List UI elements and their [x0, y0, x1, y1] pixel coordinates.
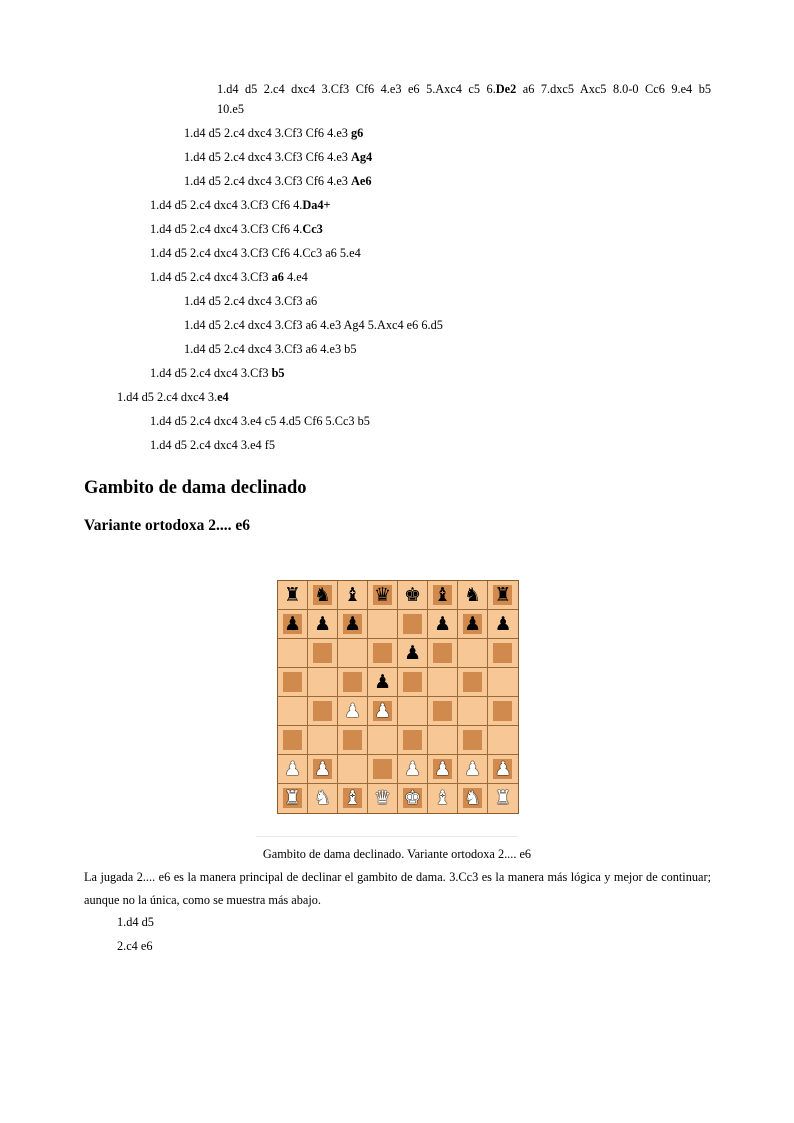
square-h2: [488, 755, 518, 784]
move-text: 2.c4 e6: [117, 939, 153, 953]
variation-line: [150, 434, 275, 458]
dark-square-fill: [463, 730, 482, 750]
square-c6: [338, 639, 368, 668]
square-b6: [308, 639, 338, 668]
square-h8: [488, 581, 518, 610]
variation-line: [184, 338, 356, 362]
variation-line: [150, 362, 285, 386]
square-g1: [458, 784, 488, 813]
variation-line: [117, 386, 229, 410]
square-a4: [278, 697, 308, 726]
subsection-heading: Variante ortodoxa 2.... e6: [84, 517, 251, 534]
variation-line: [184, 290, 317, 314]
white-pawn-icon: ♟: [463, 757, 482, 780]
square-e7: [398, 610, 428, 639]
black-knight-icon: ♞: [463, 583, 482, 606]
variation-text: 1.d4 d5 2.c4 dxc4 3.e4 f5: [150, 438, 275, 452]
dark-square-fill: [433, 643, 452, 663]
variation-line: [150, 194, 331, 218]
square-g8: [458, 581, 488, 610]
dark-square-fill: [283, 730, 302, 750]
black-pawn-icon: ♟: [494, 612, 512, 635]
square-e5: [398, 668, 428, 697]
white-pawn-icon: ♟: [313, 757, 332, 780]
square-h4: [488, 697, 518, 726]
move-line: [117, 935, 153, 959]
white-queen-icon: ♛: [373, 787, 392, 809]
variation-text: 1.d4 d5 2.c4 dxc4 3.Cf3 Cf6 4.Cc3 a6 5.e4: [150, 246, 361, 260]
white-rook-icon: ♜: [283, 787, 302, 809]
black-rook-icon: ♜: [283, 583, 302, 606]
dark-square-fill: [343, 672, 362, 692]
black-pawn-icon: ♟: [343, 612, 362, 635]
black-rook-icon: ♜: [494, 583, 512, 606]
variation-text: 1.d4 d5 2.c4 dxc4 3.Cf3 Cf6 4.: [150, 222, 303, 236]
square-f1: [428, 784, 458, 813]
chess-board-diagram: [277, 580, 519, 814]
square-a8: [278, 581, 308, 610]
move-text: 1.d4 d5: [117, 915, 154, 929]
square-f3: [428, 726, 458, 755]
square-c7: [338, 610, 368, 639]
dark-square-fill: [373, 759, 392, 779]
black-bishop-icon: ♝: [433, 583, 452, 606]
square-b4: [308, 697, 338, 726]
square-h6: [488, 639, 518, 668]
move-line: [117, 911, 154, 935]
square-d2: [368, 755, 398, 784]
variation-line: [150, 410, 370, 434]
square-d7: [368, 610, 398, 639]
square-d6: [368, 639, 398, 668]
variation-key-move: e4: [217, 390, 229, 404]
square-e8: [398, 581, 428, 610]
square-b5: [308, 668, 338, 697]
square-a5: [278, 668, 308, 697]
variation-text: 4.e4: [283, 270, 308, 284]
square-g7: [458, 610, 488, 639]
white-pawn-icon: ♟: [494, 757, 512, 780]
square-e1: [398, 784, 428, 813]
black-pawn-icon: ♟: [463, 612, 482, 635]
square-d5: [368, 668, 398, 697]
black-knight-icon: ♞: [313, 583, 332, 606]
variation-text: 1.d4 d5 2.c4 dxc4 3.Cf3 a6 4.e3 b5: [184, 342, 357, 356]
variation-text: 1.d4 d5 2.c4 dxc4 3.Cf3 Cf6 4.e3: [184, 174, 352, 188]
square-g2: [458, 755, 488, 784]
square-a6: [278, 639, 308, 668]
white-pawn-icon: ♟: [373, 699, 392, 722]
black-pawn-icon: ♟: [283, 612, 302, 635]
square-a2: [278, 755, 308, 784]
square-b8: [308, 581, 338, 610]
variation-text: 1.d4 d5 2.c4 dxc4 3.Cf3: [150, 270, 272, 284]
square-a1: [278, 784, 308, 813]
dark-square-fill: [403, 614, 422, 634]
square-e2: [398, 755, 428, 784]
variation-text: 1.d4 d5 2.c4 dxc4 3.e4 c5 4.d5 Cf6 5.Cc3 b5: [150, 414, 370, 428]
square-e4: [398, 697, 428, 726]
dark-square-fill: [403, 730, 422, 750]
variation-line: [184, 146, 372, 170]
variation-line: [217, 78, 711, 102]
variation-line: [150, 218, 323, 242]
white-pawn-icon: ♟: [403, 757, 422, 780]
square-c8: [338, 581, 368, 610]
white-king-icon: ♚: [403, 787, 422, 809]
variation-text: 1.d4 d5 2.c4 dxc4 3.: [117, 390, 218, 404]
white-knight-icon: ♞: [313, 787, 332, 809]
square-f8: [428, 581, 458, 610]
figure-caption: Gambito de dama declinado. Variante ortodoxa 2.... e6: [262, 847, 532, 861]
square-e6: [398, 639, 428, 668]
dark-square-fill: [313, 701, 332, 721]
variation-text: 1.d4 d5 2.c4 dxc4 3.Cf3 a6: [184, 294, 318, 308]
square-c1: [338, 784, 368, 813]
dark-square-fill: [313, 643, 332, 663]
black-queen-icon: ♛: [373, 583, 392, 606]
dark-square-fill: [343, 730, 362, 750]
variation-key-move: De2: [495, 82, 517, 96]
square-d1: [368, 784, 398, 813]
square-g3: [458, 726, 488, 755]
black-pawn-icon: ♟: [313, 612, 332, 635]
white-pawn-icon: ♟: [433, 757, 452, 780]
variation-line: [150, 266, 308, 290]
black-bishop-icon: ♝: [343, 583, 362, 606]
black-king-icon: ♚: [403, 583, 422, 606]
square-f7: [428, 610, 458, 639]
variation-text: 1.d4 d5 2.c4 dxc4 3.Cf3 Cf6 4.e3 e6 5.Axc4 c5 6.: [217, 82, 496, 96]
dark-square-fill: [283, 672, 302, 692]
square-c4: [338, 697, 368, 726]
white-knight-icon: ♞: [463, 787, 482, 809]
variation-key-move: Da4+: [302, 198, 331, 212]
square-f5: [428, 668, 458, 697]
variation-key-move: Ae6: [351, 174, 372, 188]
caption-divider: [256, 836, 518, 837]
variation-text: 1.d4 d5 2.c4 dxc4 3.Cf3 Cf6 4.e3: [184, 150, 352, 164]
dark-square-fill: [403, 672, 422, 692]
square-g4: [458, 697, 488, 726]
square-a3: [278, 726, 308, 755]
white-bishop-icon: ♝: [343, 787, 362, 809]
square-b2: [308, 755, 338, 784]
white-pawn-icon: ♟: [283, 757, 302, 780]
square-a7: [278, 610, 308, 639]
square-b1: [308, 784, 338, 813]
white-bishop-icon: ♝: [433, 787, 452, 809]
white-rook-icon: ♜: [494, 787, 512, 809]
variation-key-move: Ag4: [351, 150, 373, 164]
section-heading: Gambito de dama declinado: [84, 478, 307, 498]
square-e3: [398, 726, 428, 755]
square-d8: [368, 581, 398, 610]
variation-line: [184, 170, 372, 194]
black-pawn-icon: ♟: [373, 670, 392, 693]
variation-key-move: b5: [271, 366, 285, 380]
variation-line: [184, 314, 443, 338]
body-paragraph: La jugada 2.... e6 es la manera principal de declinar el gambito de dama. 3.Cc3 es la manera más lógica y mejor de continuar; aunque no la única, como se muestra más abajo.: [84, 870, 711, 907]
variation-key-move: g6: [351, 126, 364, 140]
variation-text: 1.d4 d5 2.c4 dxc4 3.Cf3 Cf6 4.e3: [184, 126, 352, 140]
square-d4: [368, 697, 398, 726]
square-f2: [428, 755, 458, 784]
dark-square-fill: [493, 643, 512, 663]
variation-key-move: Cc3: [302, 222, 323, 236]
square-h1: [488, 784, 518, 813]
variation-line: [150, 242, 361, 266]
square-h3: [488, 726, 518, 755]
variation-text: 10.e5: [217, 102, 244, 116]
square-b3: [308, 726, 338, 755]
square-c2: [338, 755, 368, 784]
dark-square-fill: [493, 701, 512, 721]
variation-text: 1.d4 d5 2.c4 dxc4 3.Cf3 Cf6 4.: [150, 198, 303, 212]
black-pawn-icon: ♟: [403, 641, 422, 664]
variation-text: 1.d4 d5 2.c4 dxc4 3.Cf3 a6 4.e3 Ag4 5.Axc4 e6 6.d5: [184, 318, 443, 332]
white-pawn-icon: ♟: [343, 699, 362, 722]
square-f4: [428, 697, 458, 726]
square-f6: [428, 639, 458, 668]
square-b7: [308, 610, 338, 639]
black-pawn-icon: ♟: [433, 612, 452, 635]
dark-square-fill: [373, 643, 392, 663]
dark-square-fill: [433, 701, 452, 721]
square-c3: [338, 726, 368, 755]
square-g5: [458, 668, 488, 697]
variation-text: 1.d4 d5 2.c4 dxc4 3.Cf3: [150, 366, 272, 380]
square-d3: [368, 726, 398, 755]
square-h7: [488, 610, 518, 639]
variation-key-move: a6: [271, 270, 284, 284]
dark-square-fill: [463, 672, 482, 692]
square-h5: [488, 668, 518, 697]
variation-text: a6 7.dxc5 Axc5 8.0-0 Cc6 9.e4 b5: [516, 82, 711, 96]
square-c5: [338, 668, 368, 697]
variation-line: [217, 98, 244, 122]
square-g6: [458, 639, 488, 668]
variation-line: [184, 122, 363, 146]
